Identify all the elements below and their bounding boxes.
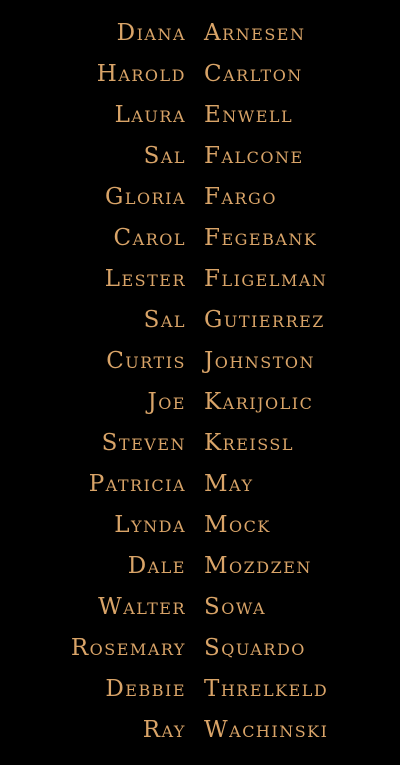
credit-last-name: Mock: [204, 512, 271, 538]
credit-row: [0, 259, 400, 300]
credit-row: [0, 505, 400, 546]
credit-last-name: Sowa: [204, 594, 267, 620]
credit-last-name: Threlkeld: [204, 676, 329, 702]
credit-last-name: Squardo: [204, 635, 306, 661]
credit-row: [0, 382, 400, 423]
credit-last-name: Fligelman: [204, 266, 328, 292]
credit-row: [0, 628, 400, 669]
credit-row: [0, 669, 400, 710]
credit-first-name: Walter: [98, 594, 186, 620]
credit-last-name: Arnesen: [204, 20, 306, 46]
credit-first-name: Lester: [104, 266, 186, 292]
credit-last-name: Mozdzen: [204, 553, 312, 579]
credit-first-name: Harold: [96, 61, 186, 87]
credit-row: [0, 54, 400, 95]
credit-first-name: Ray: [142, 717, 186, 743]
credit-last-name: Falcone: [204, 143, 304, 169]
credit-row: [0, 710, 400, 751]
credit-row: [0, 423, 400, 464]
credit-last-name: Karijolic: [204, 389, 314, 415]
credit-last-name: Gutierrez: [204, 307, 325, 333]
credit-first-name: Sal: [143, 307, 186, 333]
credit-row: [0, 341, 400, 382]
credit-first-name: Lynda: [114, 512, 186, 538]
credit-first-name: Debbie: [105, 676, 186, 702]
credit-last-name: Enwell: [204, 102, 294, 128]
credit-first-name: Rosemary: [70, 635, 186, 661]
credit-first-name: Laura: [114, 102, 186, 128]
credit-last-name: Fargo: [204, 184, 277, 210]
credit-last-name: Fegebank: [204, 225, 318, 251]
credit-last-name: Carlton: [204, 61, 303, 87]
credit-first-name: Carol: [113, 225, 186, 251]
credit-row: [0, 177, 400, 218]
credit-first-name: Diana: [116, 20, 186, 46]
credit-first-name: Dale: [127, 553, 186, 579]
credit-row: [0, 95, 400, 136]
credit-last-name: Johnston: [204, 348, 316, 374]
credit-first-name: Curtis: [106, 348, 186, 374]
credit-first-name: Joe: [147, 389, 186, 415]
credit-row: [0, 464, 400, 505]
credit-row: [0, 546, 400, 587]
credit-row: [0, 218, 400, 259]
credit-row: [0, 587, 400, 628]
credits-list: [0, 13, 400, 751]
credit-row: [0, 300, 400, 341]
credit-row: [0, 13, 400, 54]
credit-last-name: Kreissl: [204, 430, 294, 456]
credit-first-name: Gloria: [104, 184, 186, 210]
credit-row: [0, 136, 400, 177]
credit-last-name: May: [204, 471, 254, 497]
credit-first-name: Sal: [143, 143, 186, 169]
credit-first-name: Steven: [101, 430, 186, 456]
credit-first-name: Patricia: [88, 471, 186, 497]
credit-last-name: Wachinski: [204, 717, 329, 743]
